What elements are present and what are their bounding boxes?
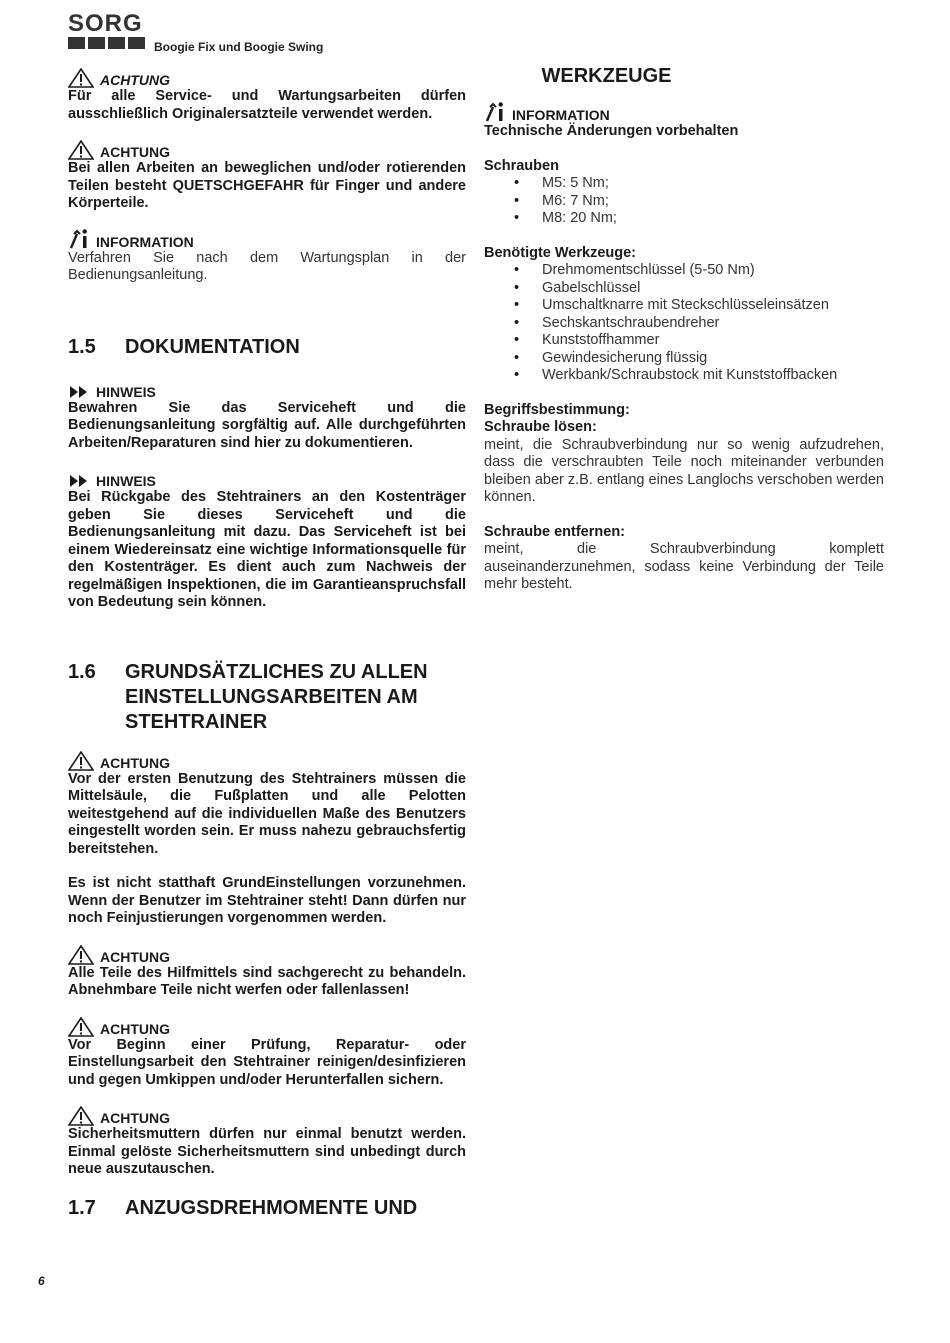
information-text: Technische Änderungen vorbehalten bbox=[484, 123, 739, 139]
wrench-info-icon bbox=[484, 101, 506, 123]
warning-label: ACHTUNG bbox=[100, 1110, 170, 1126]
warning-triangle-icon bbox=[68, 1106, 94, 1126]
tools-heading: Benötigte Werkzeuge: bbox=[484, 244, 637, 261]
remove-screw-term: Schraube entfernen: bbox=[484, 523, 625, 540]
sorg-logo bbox=[68, 12, 150, 52]
warning-text: Alle Teile des Hilfmittels sind sachgerecht zu behandeln. Abnehmbare Teile nicht werfen oder fallenlassen! bbox=[68, 964, 466, 998]
information-notice bbox=[68, 230, 466, 285]
section-title: DOKUMENTATION bbox=[125, 335, 300, 358]
information-label: INFORMATION bbox=[512, 107, 610, 123]
page-number: 6 bbox=[38, 1274, 45, 1288]
section-number: 1.5 bbox=[68, 335, 96, 358]
list-item: • Gabelschlüssel bbox=[484, 280, 884, 298]
logo-squares bbox=[68, 37, 150, 49]
list-item: • Sechskantschraubendreher bbox=[484, 315, 884, 333]
warning-notice bbox=[68, 68, 466, 123]
remove-screw-definition: meint, die Schraubverbindung komplett auseinanderzunehmen, sodass keine Verbindung der Teile mehr besteht. bbox=[484, 541, 884, 592]
screws-heading: Schrauben bbox=[484, 157, 559, 174]
hint-label: HINWEIS bbox=[96, 383, 156, 400]
warning-notice bbox=[68, 945, 466, 1000]
left-column bbox=[68, 68, 466, 1221]
warning-triangle-icon bbox=[68, 1017, 94, 1037]
header-product-name: Boogie Fix und Boogie Swing bbox=[154, 40, 324, 54]
hint-notice bbox=[68, 469, 466, 612]
section-number: 1.7 bbox=[68, 1196, 96, 1219]
double-arrow-icon bbox=[68, 384, 90, 400]
hint-notice bbox=[68, 380, 466, 453]
warning-text: Bei allen Arbeiten an beweglichen und/oder rotierenden Teilen besteht QUETSCHGEFAHR für Finger und andere Körperteile. bbox=[68, 160, 466, 211]
list-item: • M6: 7 Nm; bbox=[484, 193, 884, 211]
hint-label: HINWEIS bbox=[96, 473, 156, 489]
section-title: GRUNDSÄTZLICHES ZU ALLEN EINSTELLUNGSARBEITEN AM STEHTRAINER bbox=[125, 660, 428, 733]
warning-label: ACHTUNG bbox=[100, 1020, 170, 1037]
list-item: • Werkbank/Schraubstock mit Kunststoffbacken bbox=[484, 367, 884, 385]
warning-triangle-icon bbox=[68, 68, 94, 88]
warning-notice bbox=[68, 1017, 466, 1090]
double-arrow-icon bbox=[68, 473, 90, 489]
warning-text: Sicherheitsmuttern dürfen nur einmal benutzt werden. Einmal gelöste Sicherheitsmuttern sind unbedingt durch neue auszutauschen. bbox=[68, 1126, 466, 1177]
section-heading-1-6 bbox=[68, 660, 466, 735]
section-heading-werkzeuge: WERKZEUGE bbox=[541, 65, 672, 87]
warning-text: Vor der ersten Benutzung des Stehtrainers müssen die Mittelsäule, die Fußplatten und alle Pelotten weitestgehend auf die individuellen Maße des Benutzers eingestellt worden sein. Er muss nahezu gebrauchsfertig bereitstehen. bbox=[68, 770, 466, 857]
list-item: • Kunststoffhammer bbox=[484, 332, 884, 350]
list-item: • M8: 20 Nm; bbox=[484, 210, 884, 228]
logo-text: SORG bbox=[68, 10, 143, 37]
definitions-heading: Begriffsbestimmung: bbox=[484, 401, 630, 418]
list-item: • Drehmomentschlüssel (5-50 Nm) bbox=[484, 262, 884, 280]
list-item: • Gewindesicherung flüssig bbox=[484, 350, 884, 368]
section-number: 1.6 bbox=[68, 660, 96, 683]
warning-text: Vor Beginn einer Prüfung, Reparatur- oder Einstellungsarbeit den Stehtrainer reinigen/desinfizieren und gegen Umkippen und/oder Herunterfallen sichern. bbox=[68, 1036, 466, 1088]
warning-text: Für alle Service- und Wartungsarbeiten dürfen ausschließlich Originalersatzteile verwendet werden. bbox=[68, 88, 466, 122]
section-heading-1-7 bbox=[68, 1196, 466, 1221]
information-notice bbox=[484, 103, 884, 141]
section-title: ANZUGSDREHMOMENTE UND bbox=[125, 1196, 418, 1219]
warning-label: ACHTUNG bbox=[100, 144, 170, 160]
warning-triangle-icon bbox=[68, 751, 94, 771]
wrench-info-icon bbox=[68, 228, 90, 250]
warning-notice bbox=[68, 751, 466, 928]
warning-notice bbox=[68, 1106, 466, 1179]
warning-triangle-icon bbox=[68, 945, 94, 965]
loosen-screw-term: Schraube lösen: bbox=[484, 419, 597, 435]
warning-text-2: Es ist nicht statthaft GrundEinstellungen vorzunehmen. Wenn der Benutzer im Stehtrainer steht! Dann dürfen nur noch Feinjustierungen vorgenommen werden. bbox=[68, 875, 466, 926]
hint-text: Bewahren Sie das Serviceheft und die Bedienungsanleitung sorgfältig auf. Alle durchgeführten Arbeiten/Reparaturen sind hier zu dokumentieren. bbox=[68, 399, 466, 451]
warning-triangle-icon bbox=[68, 140, 94, 160]
warning-notice bbox=[68, 140, 466, 213]
section-heading-1-5 bbox=[68, 335, 466, 360]
information-text: Verfahren Sie nach dem Wartungsplan in der Bedienungsanleitung. bbox=[68, 249, 466, 283]
list-item: • M5: 5 Nm; bbox=[484, 175, 884, 193]
loosen-screw-definition: meint, die Schraubverbindung nur so wenig aufzudrehen, dass die verschraubten Teile noch miteinander verbunden bleiben aber z.B. entlang eines Langlochs verschoben werden können. bbox=[484, 436, 884, 505]
right-column bbox=[484, 64, 884, 594]
screws-list bbox=[484, 175, 884, 228]
tools-list bbox=[484, 262, 884, 385]
list-item: • Umschaltknarre mit Steckschlüsseleinsätzen bbox=[484, 297, 884, 315]
hint-text: Bei Rückgabe des Stehtrainers an den Kostenträger geben Sie dieses Serviceheft und die Bedienungsanleitung mit dazu. Das Serviceheft ist bei einem Wiedereinsatz eine wichtige Informationsquelle für den Kostenträger. Es dient auch zum Nachweis der regelmäßigen Inspektionen, die im Garantieanspruchsfall von Bedeutung sein können. bbox=[68, 489, 466, 610]
warning-label: ACHTUNG bbox=[100, 72, 170, 88]
warning-label: ACHTUNG bbox=[100, 948, 170, 965]
information-label: INFORMATION bbox=[96, 233, 194, 250]
warning-label: ACHTUNG bbox=[100, 754, 170, 771]
